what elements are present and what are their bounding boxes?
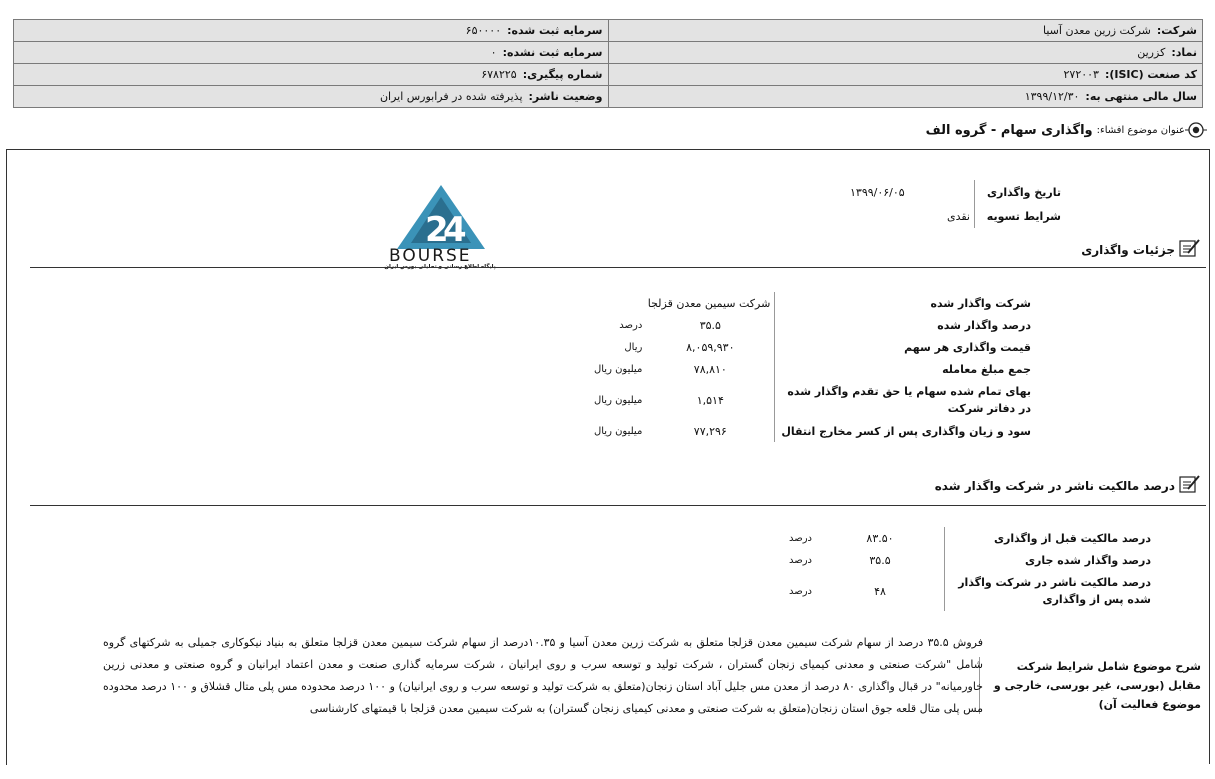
tracking-value: ۶۷۸۲۲۵ [481, 68, 517, 81]
ownership-label: درصد مالکیت ناشر در شرکت واگذار شده پس از واگذاری [945, 571, 1156, 611]
ownership-unit: درصد [788, 585, 812, 597]
section-transfer-details-heading [1081, 238, 1201, 261]
detail-label: درصد واگذار شده [775, 314, 1035, 336]
detail-unit: درصد [619, 319, 643, 331]
ownership-unit: درصد [788, 554, 812, 566]
section1-divider [30, 267, 1206, 268]
table-row [538, 380, 1035, 420]
unregistered-capital-value: ۰ [490, 46, 497, 59]
settlement-value: نقدی [946, 209, 970, 223]
detail-value: ۱,۵۱۴ [696, 393, 724, 407]
detail-label: قیمت واگذاری هر سهم [775, 336, 1035, 358]
detail-label: سود و زیان واگذاری پس از کسر مخارج انتقال [775, 420, 1035, 442]
section-transfer-details-title: جزئیات واگذاری [1081, 242, 1175, 257]
description-text: فروش ۳۵.۵ درصد از سهام شرکت سیمین معدن قزلجا متعلق به شرکت زرین معدن آسیا و ۱۰.۳۵درصد از سهام شرکت سیمین معدن قزلجا متعلق به بنیاد نیکوکاری جمیلی به شرکتهای گروه شامل "شرکت صنعتی و معدنی کیمیای زنجان گستران ، شرکت تولید و توسعه سرب و روی ایرانیان ، شرکت سرمایه گذاری صنعت و معدن اعتماد ایرانیان و گروه صنعتی و معدنی زرین خاورمیانه" در قبال واگذاری ۸۰ درصد از معدن مس جلیل آباد استان زنجان(متعلق به شرکت تولید و توسعه سرب و روی ایرانیان) و ۱۰۰ درصد محدوده مس پلی متال قشلاق و ۱۰۰ درصد محدوده مس پلی متال قلعه جوق استان زنجان(متعلق به شرکت صنعتی و معدنی کیمیای زنجان گستران) به شرکت سیمین معدن قزلجا با قیمتهای کارشناسی [103, 636, 983, 715]
ownership-value: ۳۵.۵ [869, 553, 891, 567]
transfer-details-table [538, 292, 1035, 442]
fiscal-value: ۱۳۹۹/۱۲/۳۰ [1024, 90, 1080, 103]
section-ownership-heading [935, 474, 1201, 497]
detail-unit: میلیون ریال [593, 363, 643, 375]
ownership-unit: درصد [788, 532, 812, 544]
settlement-row [846, 204, 1065, 228]
symbol-cell [608, 42, 1203, 64]
edit-note-icon [1179, 474, 1201, 497]
table-row [538, 336, 1035, 358]
subject-line [926, 121, 1207, 139]
status-value: پذیرفته شده در فرابورس ایران [379, 90, 523, 103]
table-row [708, 549, 1155, 571]
ownership-value: ۴۸ [874, 584, 886, 598]
symbol-label: نماد: [1171, 46, 1197, 59]
detail-label: شرکت واگذار شده [775, 292, 1035, 314]
logo-text: BOURSE [389, 246, 472, 263]
table-row [538, 420, 1035, 442]
detail-value: ۷۸,۸۱۰ [693, 362, 727, 376]
target-bullet-icon [1189, 121, 1207, 139]
unregistered-capital-cell [14, 42, 609, 64]
svg-text:2: 2 [425, 210, 449, 250]
detail-value: ۳۵.۵ [699, 318, 721, 332]
detail-value: شرکت سیمین معدن قزلجا [647, 296, 771, 310]
detail-value: ۸,۰۵۹,۹۳۰ [686, 340, 735, 354]
isic-label: کد صنعت (ISIC): [1104, 68, 1197, 81]
edit-note-icon [1179, 238, 1201, 261]
subject-title: واگذاری سهام - گروه الف [925, 122, 1093, 138]
header-info-table [13, 19, 1203, 108]
svg-text:4: 4 [443, 210, 467, 250]
fiscal-cell [608, 86, 1203, 108]
detail-label: بهای تمام شده سهام یا حق تقدم واگذار شده در دفاتر شرکت [775, 380, 1035, 420]
registered-capital-cell [14, 20, 609, 42]
section2-divider [30, 505, 1206, 506]
bourse-logo [385, 183, 497, 273]
company-cell [608, 20, 1203, 42]
detail-value: ۷۷,۲۹۶ [693, 424, 727, 438]
status-cell [14, 86, 609, 108]
description-label: شرح موضوع شامل شرایط شرکت مقابل (بورسی، غیر بورسی، خارجی و موضوع فعالیت آن) [979, 657, 1201, 714]
subject-label: عنوان موضوع افشاء: [1096, 124, 1185, 136]
settlement-label: شرایط تسویه [975, 204, 1066, 228]
isic-cell [608, 64, 1203, 86]
registered-capital-label: سرمایه ثبت شده: [507, 24, 603, 37]
fiscal-label: سال مالی منتهی به: [1085, 90, 1197, 103]
table-row [538, 358, 1035, 380]
registered-capital-value: ۶۵۰۰۰۰ [465, 24, 502, 37]
detail-unit: ریال [624, 341, 643, 353]
detail-unit: میلیون ریال [593, 394, 643, 406]
tracking-label: شماره پیگیری: [522, 68, 603, 81]
isic-value: ۲۷۲۰۰۳ [1063, 68, 1099, 81]
section-ownership-title: درصد مالکیت ناشر در شرکت واگذار شده [934, 478, 1175, 493]
content-frame-right-border [1209, 149, 1210, 764]
company-label: شرکت: [1156, 24, 1197, 37]
company-value: شرکت زرین معدن آسیا [1043, 24, 1151, 37]
tracking-cell [14, 64, 609, 86]
ownership-table [708, 527, 1156, 611]
ownership-value: ۸۳.۵۰ [866, 531, 894, 545]
transfer-date-row [846, 180, 1065, 204]
table-row [708, 527, 1155, 549]
status-label: وضعیت ناشر: [528, 90, 603, 103]
transfer-info [846, 180, 1065, 228]
detail-unit: میلیون ریال [593, 425, 643, 437]
table-row [538, 292, 1035, 314]
transfer-date-label: تاریخ واگذاری [975, 180, 1066, 204]
unregistered-capital-label: سرمایه ثبت نشده: [502, 46, 603, 59]
ownership-label: درصد مالکیت قبل از واگذاری [945, 527, 1156, 549]
symbol-value: کزرین [1137, 46, 1166, 59]
transfer-date-value: ۱۳۹۹/۰۶/۰۵ [850, 185, 905, 199]
table-row [538, 314, 1035, 336]
detail-label: جمع مبلغ معامله [775, 358, 1035, 380]
ownership-label: درصد واگذار شده جاری [945, 549, 1156, 571]
table-row [708, 571, 1155, 611]
